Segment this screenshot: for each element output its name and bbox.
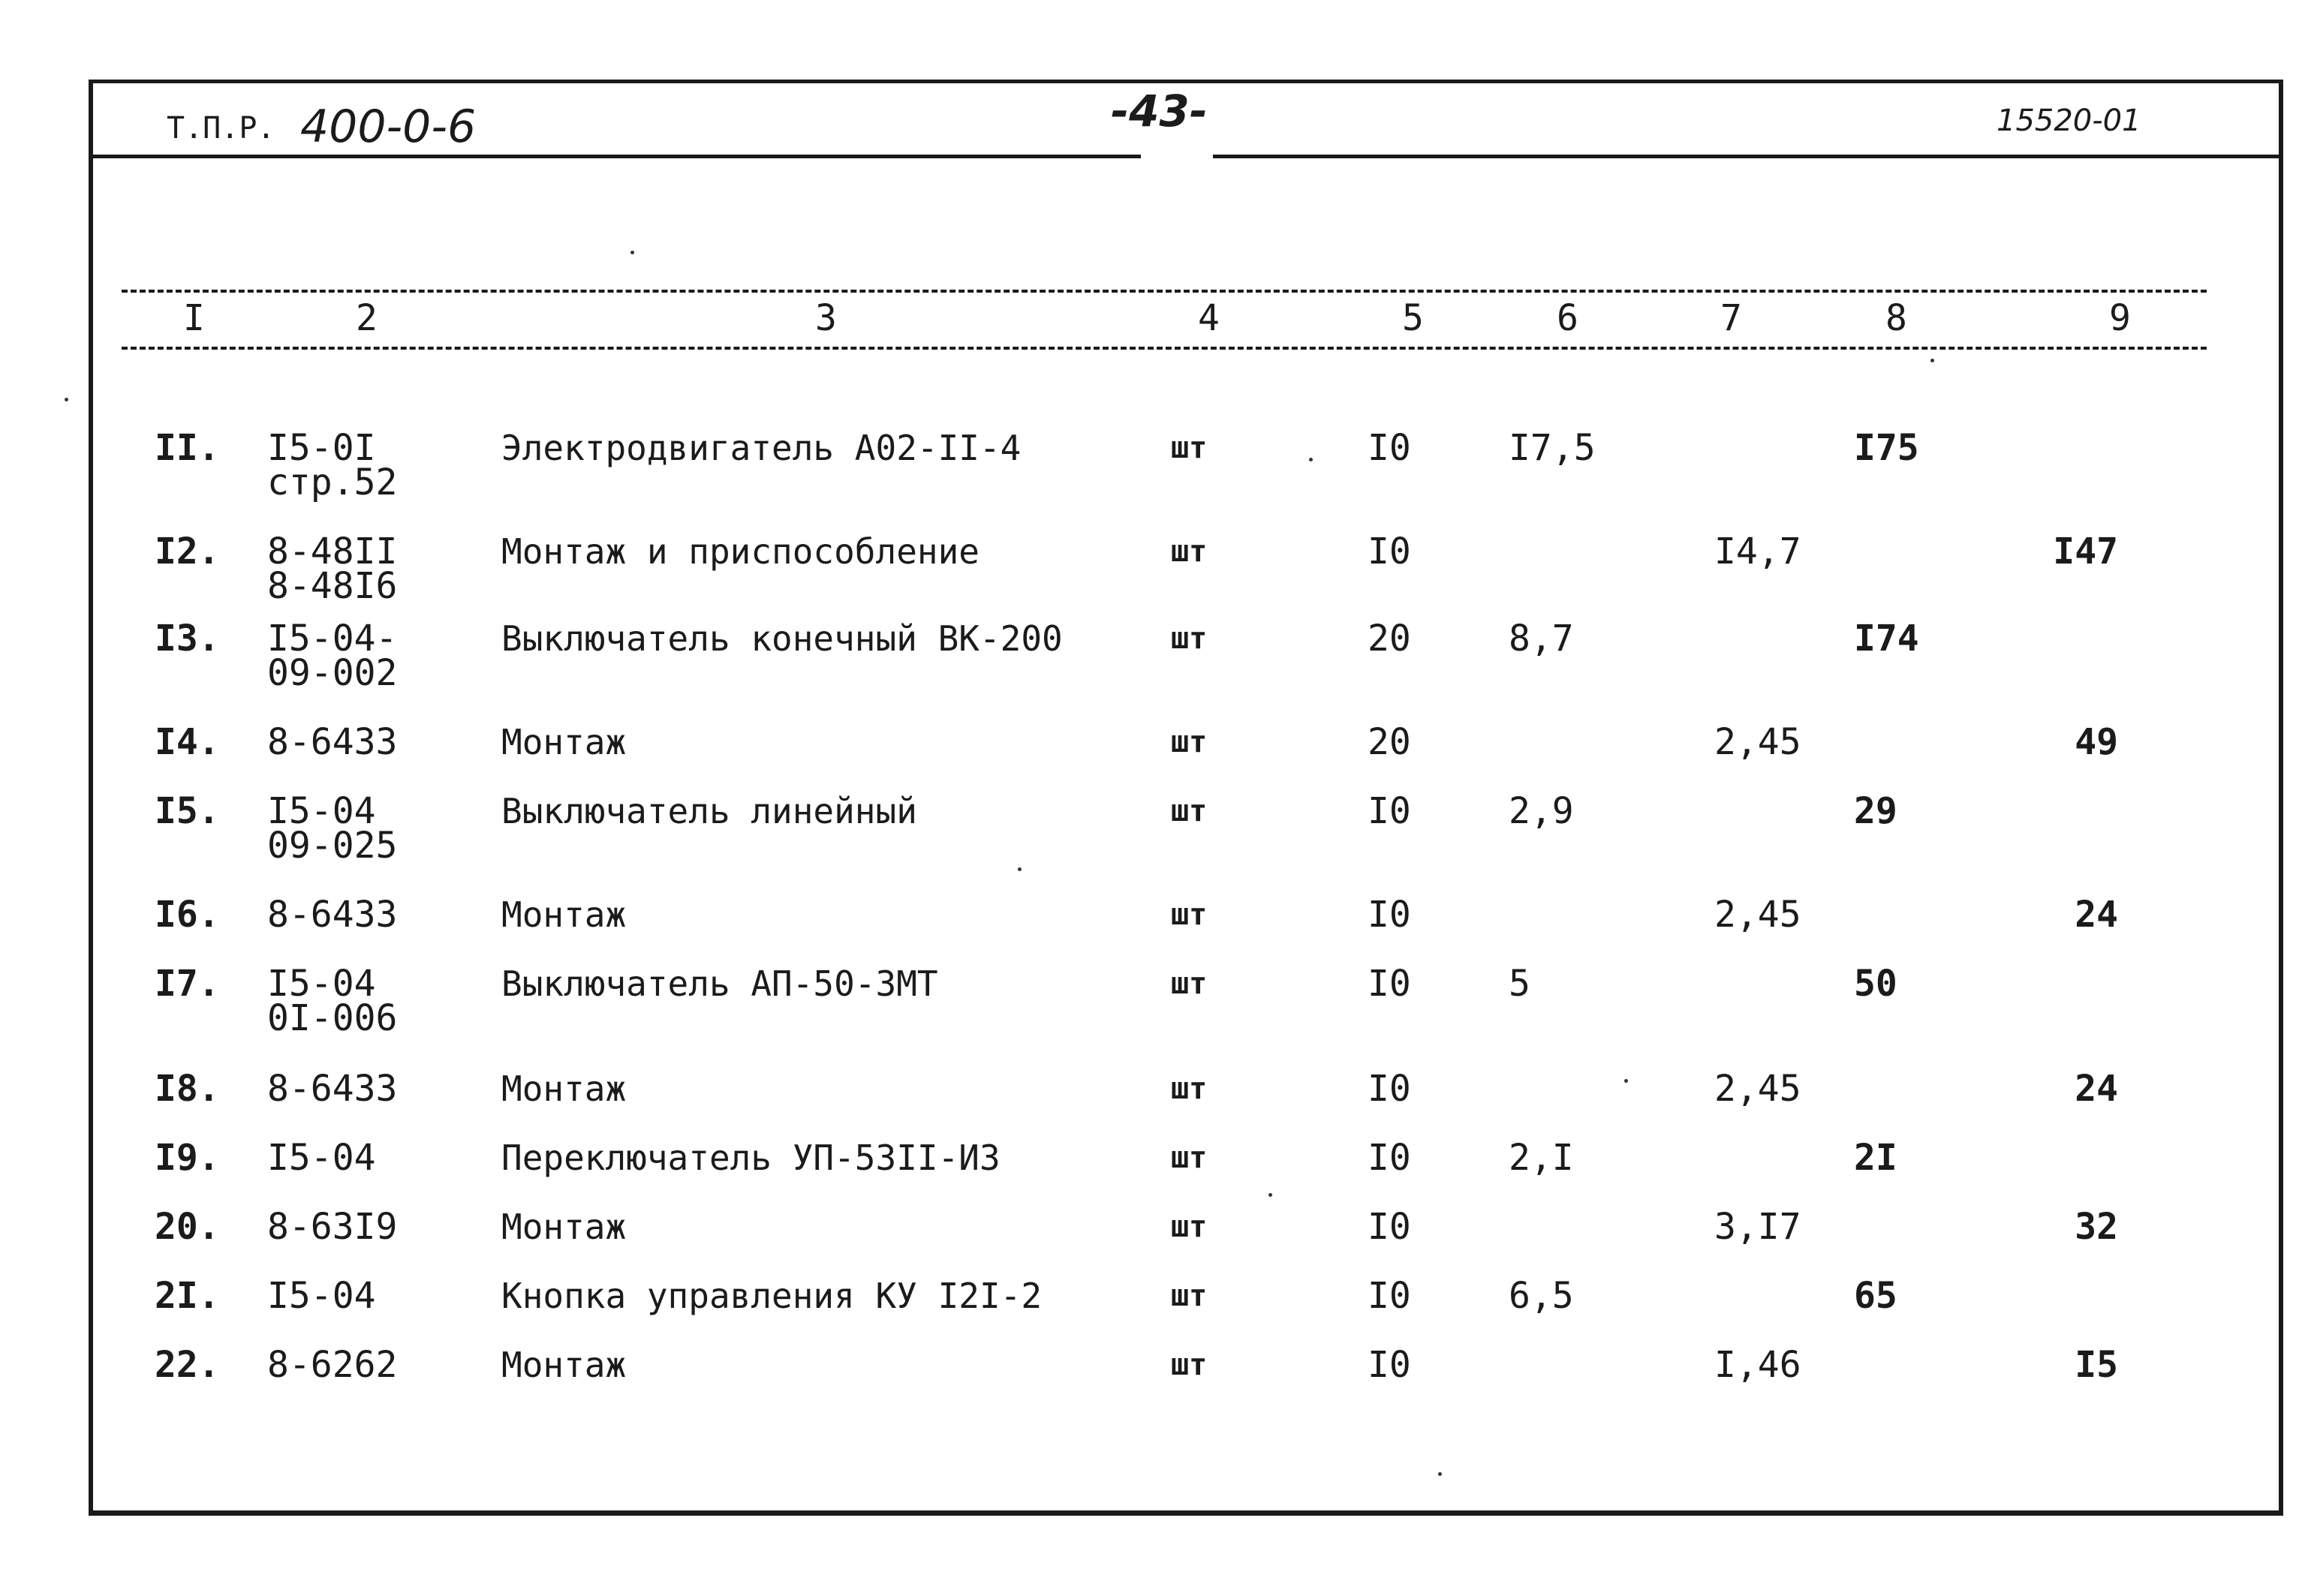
sheet-code: 15520-01 [1997, 104, 2141, 138]
table-row [0, 790, 2305, 876]
row-unit: шт [1171, 897, 1208, 932]
scan-speck [1624, 1079, 1628, 1083]
row-code: I5-04 09-025 [267, 790, 398, 867]
row-number: I7. [155, 963, 220, 1005]
scan-speck [630, 251, 634, 254]
column-number-5: 5 [1398, 297, 1428, 339]
column-number-1: I [179, 297, 209, 339]
row-unit: шт [1171, 1279, 1208, 1313]
row-name: Монтаж [501, 894, 627, 935]
row-name: Монтаж и приспособление [501, 531, 979, 572]
column-number-6: 6 [1552, 297, 1583, 339]
row-number: I4. [155, 721, 220, 763]
row-col6: 6,5 [1509, 1275, 1574, 1317]
row-name: Монтаж [501, 1345, 627, 1385]
row-code: I5-04 [267, 1137, 376, 1179]
table-header-dashed-rule-top [122, 290, 2207, 293]
column-number-2: 2 [351, 297, 382, 339]
table-row [0, 1344, 2305, 1430]
row-quantity: I0 [1368, 1344, 1411, 1386]
row-quantity: I0 [1368, 963, 1411, 1005]
row-col7: I4,7 [1714, 530, 1801, 573]
row-number: 22. [155, 1344, 220, 1386]
row-unit: шт [1171, 1348, 1208, 1382]
row-unit: шт [1171, 431, 1208, 465]
table-header-dashed-rule-bottom [122, 347, 2207, 350]
row-unit: шт [1171, 966, 1208, 1001]
row-code: I5-04- 09-002 [267, 618, 398, 694]
row-code: I5-0I стр.52 [267, 427, 398, 503]
scan-speck [1438, 1472, 1442, 1476]
row-unit: шт [1171, 621, 1208, 656]
row-col9: 32 [2075, 1206, 2118, 1248]
row-code: 8-63I9 [267, 1206, 398, 1248]
scan-speck [1018, 867, 1022, 871]
row-quantity: I0 [1368, 790, 1411, 832]
row-col9: 24 [2075, 1068, 2118, 1110]
row-quantity: 20 [1368, 618, 1411, 660]
row-number: 2I. [155, 1275, 220, 1317]
row-col9: I5 [2075, 1344, 2118, 1386]
row-col9: 24 [2075, 894, 2118, 936]
column-number-7: 7 [1716, 297, 1747, 339]
row-col8: 65 [1854, 1275, 1897, 1317]
scan-speck [65, 398, 68, 401]
row-quantity: I0 [1368, 530, 1411, 573]
column-number-3: 3 [811, 297, 841, 339]
row-col7: 2,45 [1714, 894, 1801, 936]
row-unit: шт [1171, 1141, 1208, 1175]
row-unit: шт [1171, 1210, 1208, 1244]
row-unit: шт [1171, 534, 1208, 569]
row-col7: 3,I7 [1714, 1206, 1801, 1248]
row-number: I2. [155, 530, 220, 573]
row-code: 8-6433 [267, 894, 398, 936]
row-name: Выключатель конечный ВК-200 [501, 618, 1063, 659]
row-name: Монтаж [501, 1069, 627, 1109]
row-quantity: I0 [1368, 1137, 1411, 1179]
row-number: I6. [155, 894, 220, 936]
row-number: I3. [155, 618, 220, 660]
row-col8: 29 [1854, 790, 1897, 832]
row-col8: I75 [1854, 427, 1919, 469]
column-number-4: 4 [1193, 297, 1224, 339]
row-code: I5-04 [267, 1275, 376, 1317]
row-quantity: I0 [1368, 1275, 1411, 1317]
doc-code-number: 400-0-6 [300, 101, 477, 153]
row-col6: 2,I [1509, 1137, 1574, 1179]
scan-speck [1309, 458, 1313, 461]
row-quantity: I0 [1368, 894, 1411, 936]
row-number: II. [155, 427, 220, 469]
row-number: I5. [155, 790, 220, 832]
row-quantity: I0 [1368, 1068, 1411, 1110]
row-col9: I47 [2053, 530, 2118, 573]
table-row [0, 618, 2305, 704]
scan-speck [1930, 359, 1934, 362]
table-row [0, 427, 2305, 513]
row-number: I9. [155, 1137, 220, 1179]
row-quantity: 20 [1368, 721, 1411, 763]
row-unit: шт [1171, 1072, 1208, 1106]
row-unit: шт [1171, 725, 1208, 759]
row-col6: I7,5 [1509, 427, 1596, 469]
scan-speck [1268, 1193, 1272, 1197]
header-divider-gap [1141, 147, 1213, 164]
row-code: 8-6433 [267, 1068, 398, 1110]
row-name: Монтаж [501, 1207, 627, 1247]
row-col8: I74 [1854, 618, 1919, 660]
row-code: I5-04 0I-006 [267, 963, 398, 1039]
page-number: -43- [1111, 86, 1208, 137]
row-quantity: I0 [1368, 427, 1411, 469]
row-code: 8-6433 [267, 721, 398, 763]
row-col9: 49 [2075, 721, 2118, 763]
row-name: Кнопка управления КУ I2I-2 [501, 1276, 1043, 1316]
row-code: 8-48II 8-48I6 [267, 530, 398, 607]
row-col6: 5 [1509, 963, 1530, 1005]
row-quantity: I0 [1368, 1206, 1411, 1248]
doc-code-prefix: Т.П.Р. [167, 111, 275, 146]
row-col6: 2,9 [1509, 790, 1574, 832]
row-col7: I,46 [1714, 1344, 1801, 1386]
row-col6: 8,7 [1509, 618, 1574, 660]
row-name: Переключатель УП-53II-И3 [501, 1138, 1001, 1178]
row-col8: 2I [1854, 1137, 1897, 1179]
row-col7: 2,45 [1714, 1068, 1801, 1110]
row-code: 8-6262 [267, 1344, 398, 1386]
table-row [0, 963, 2305, 1049]
table-row [0, 530, 2305, 617]
row-number: I8. [155, 1068, 220, 1110]
column-number-8: 8 [1881, 297, 1912, 339]
column-number-9: 9 [2105, 297, 2135, 339]
row-name: Электродвигатель А02-II-4 [501, 428, 1022, 468]
row-name: Выключатель линейный [501, 791, 917, 831]
row-name: Монтаж [501, 722, 627, 762]
row-name: Выключатель АП-50-3МТ [501, 963, 938, 1004]
row-col8: 50 [1854, 963, 1897, 1005]
row-unit: шт [1171, 794, 1208, 828]
row-number: 20. [155, 1206, 220, 1248]
row-col7: 2,45 [1714, 721, 1801, 763]
